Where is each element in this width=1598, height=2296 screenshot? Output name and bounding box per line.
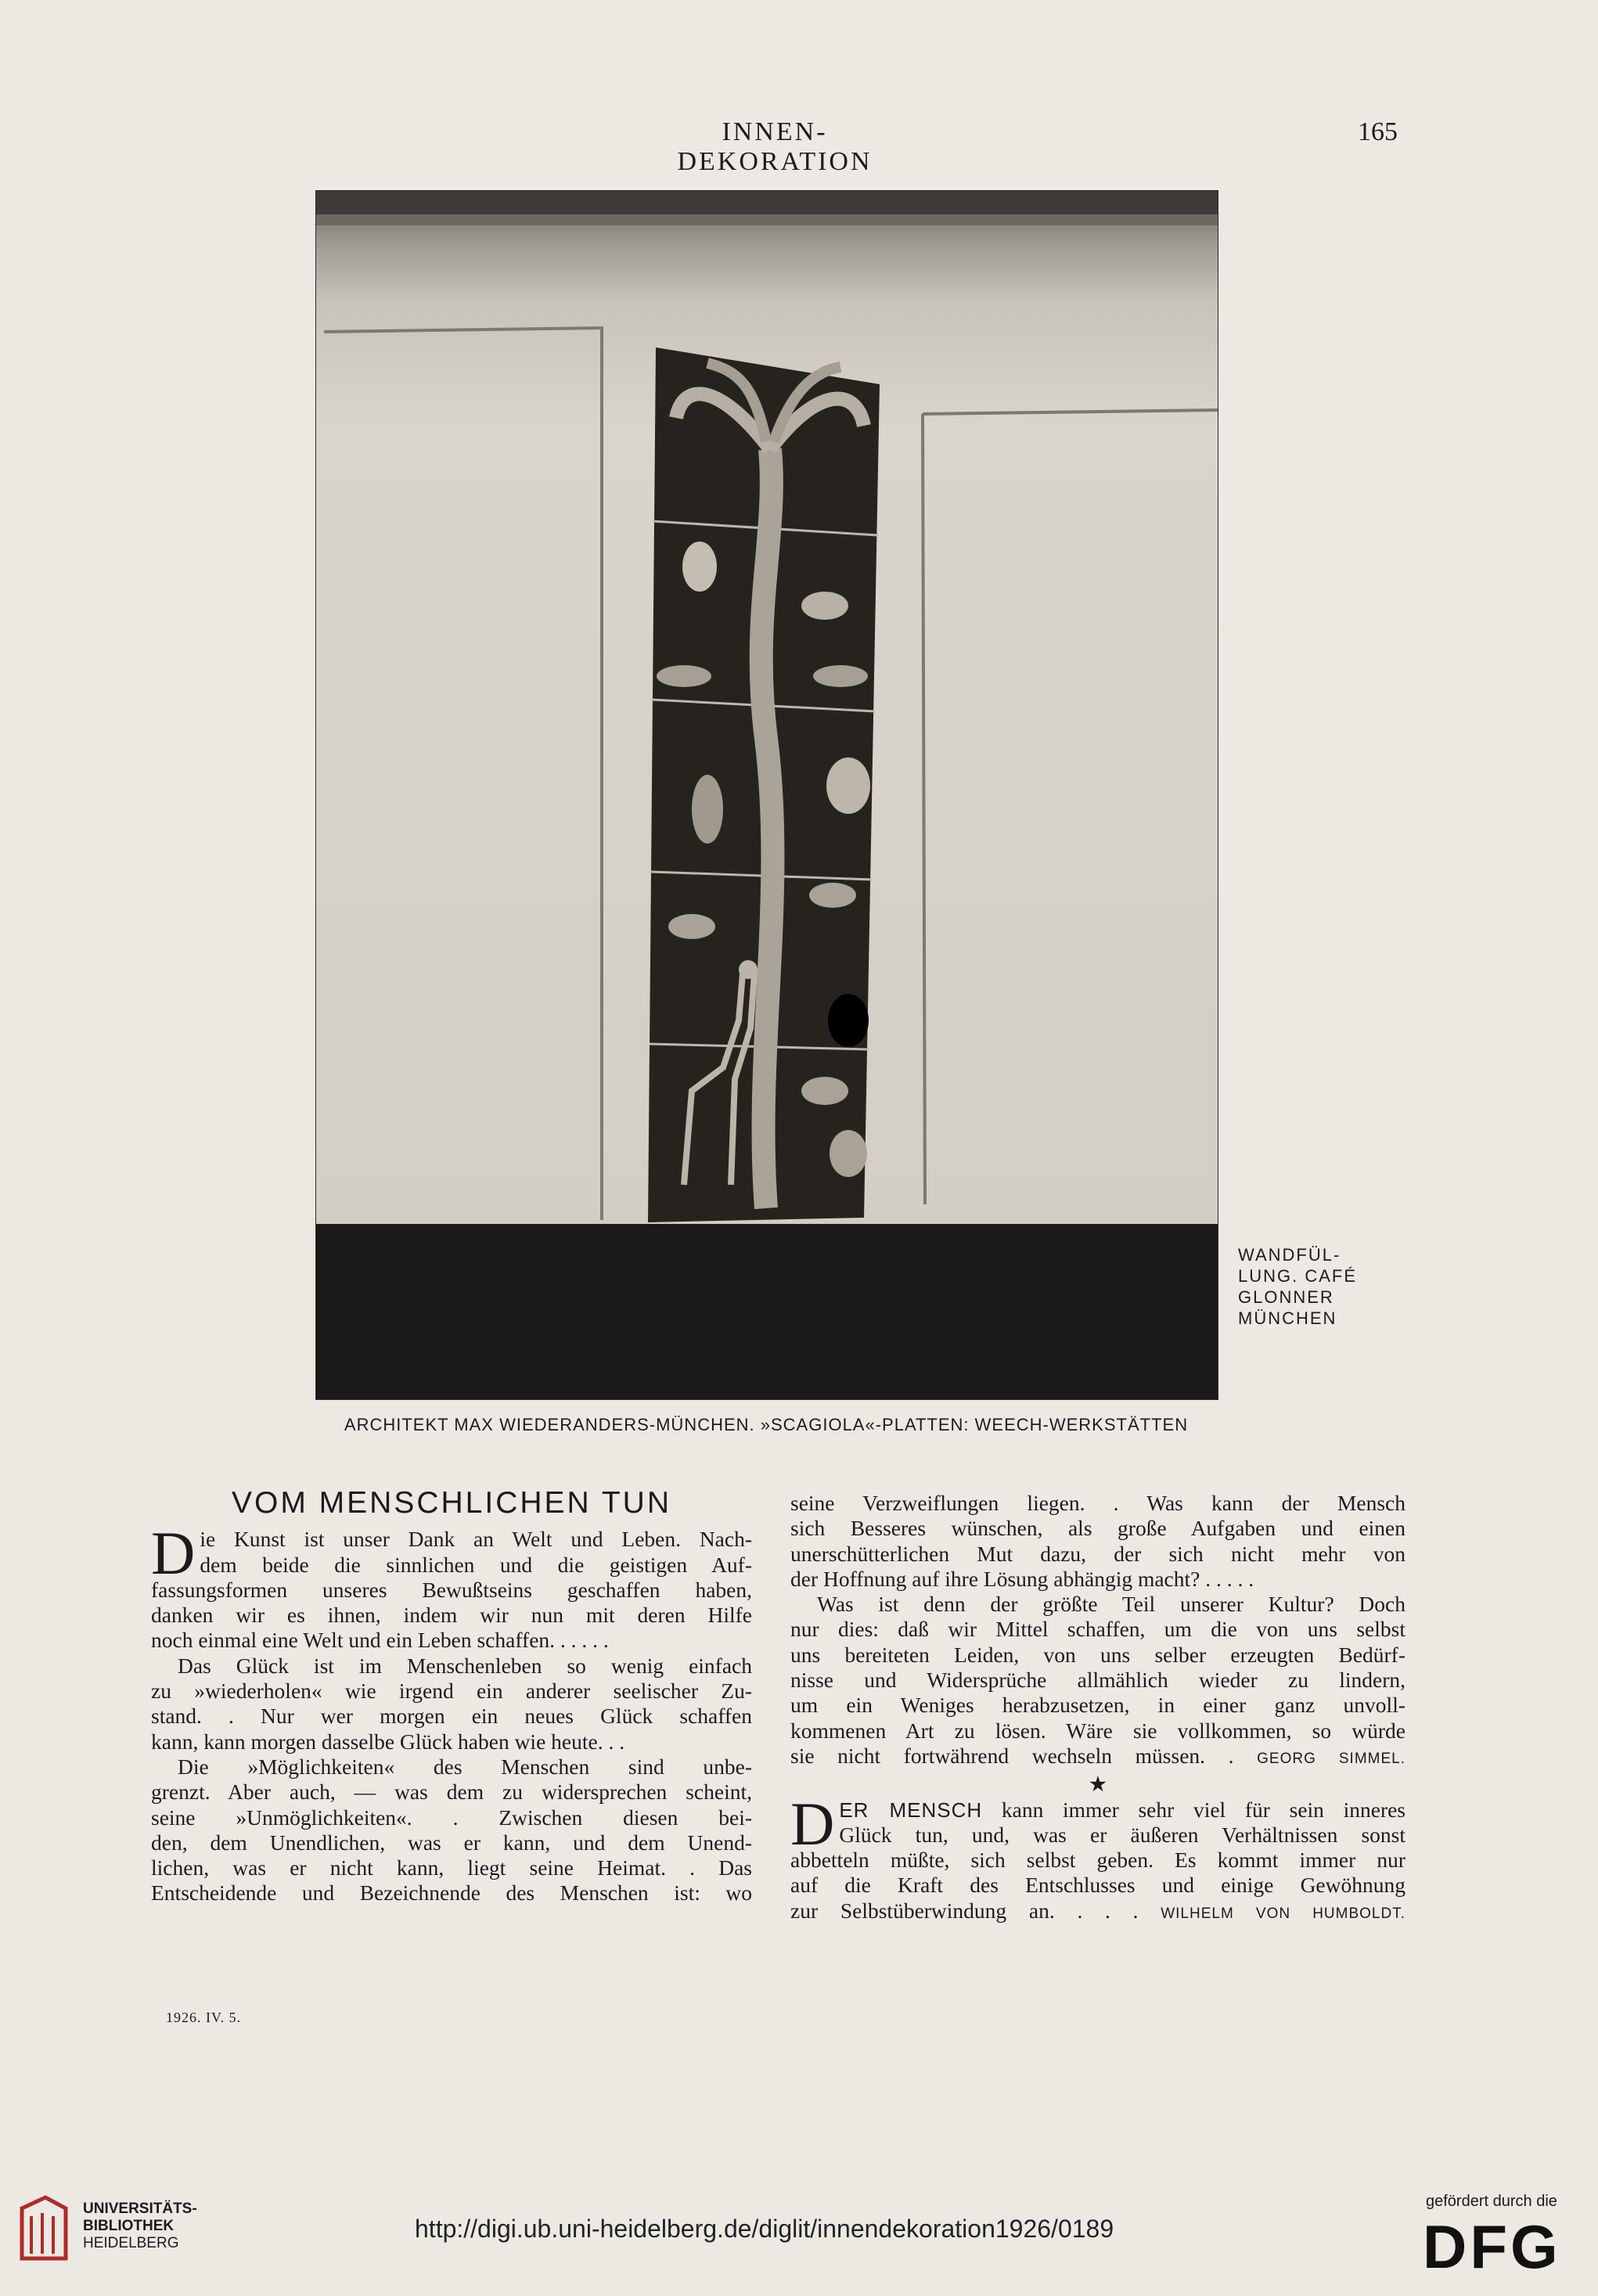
article-column-right	[790, 1491, 1405, 1927]
text-line: uns bereiteten Leiden, von uns selber erzeugten Bedürf-	[790, 1642, 1405, 1667]
library-logo-icon	[16, 2193, 70, 2263]
text-line-body: kann immer sehr viel für sein inneres	[1001, 1797, 1406, 1822]
text-line: sich Besseres wünschen, als große Aufgaben und einen	[790, 1516, 1405, 1541]
text-line: dem beide die sinnlichen und die geistigen Auf-	[200, 1552, 752, 1577]
dfg-logo: DFG	[1423, 2212, 1561, 2281]
text-line: kommenen Art zu lösen. Wäre sie vollkommen, so würde	[790, 1718, 1405, 1743]
drop-cap: D	[790, 1789, 835, 1858]
text-line-body: sie nicht fortwährend wechseln müssen. .	[790, 1743, 1234, 1768]
library-name	[83, 2201, 197, 2252]
folio-signature: 1926. IV. 5.	[166, 2010, 242, 2025]
text-line: unerschütterlichen Mut dazu, der sich nicht mehr von	[790, 1541, 1405, 1566]
page-header	[0, 117, 1598, 176]
funding-note: gefördert durch die	[1426, 2193, 1557, 2210]
running-title: INNEN-DEKORATION	[677, 117, 873, 176]
side-caption	[1238, 1244, 1358, 1329]
drop-cap: D	[151, 1519, 196, 1588]
text-line: stand. . Nur wer morgen ein neues Glück schaffen	[151, 1704, 752, 1729]
text-line: Das Glück ist im Menschenleben so wenig einfach	[178, 1653, 752, 1678]
article-title: VOM MENSCHLICHEN TUN	[232, 1486, 671, 1520]
text-line: nur dies: daß wir Mittel schaffen, um die von uns selbst	[790, 1617, 1405, 1642]
text-line: Glück tun, und, was er äußeren Verhältnissen sonst	[839, 1822, 1405, 1847]
page-number: 165	[1358, 117, 1398, 146]
text-line: noch einmal eine Welt und ein Leben schaffen. . . . . .	[151, 1628, 609, 1653]
photo-scene	[316, 191, 1218, 1399]
text-line	[790, 1744, 1405, 1772]
text-line: seine Verzweiflungen liegen. . Was kann der Mensch	[790, 1491, 1405, 1515]
section-separator: ★	[1088, 1772, 1108, 1797]
text-line: Entscheidende und Bezeichnende des Menschen ist: wo	[151, 1880, 752, 1906]
side-caption-line: LUNG. CAFÉ	[1238, 1266, 1358, 1286]
text-line: um ein Weniges herabzusetzen, in einer ganz unvoll-	[790, 1693, 1405, 1718]
text-line: Die »Möglichkeiten« des Menschen sind unbe-	[178, 1754, 752, 1779]
text-line: seine »Unmöglichkeiten«. . Zwischen diesen bei-	[151, 1805, 752, 1830]
text-line: danken wir es ihnen, indem wir nun mit deren Hilfe	[151, 1603, 752, 1628]
library-name-line: UNIVERSITÄTS-	[83, 2201, 197, 2217]
wall-panel-photograph	[315, 190, 1218, 1400]
text-line: Was ist denn der größte Teil unserer Kultur? Doch	[817, 1592, 1405, 1617]
author-attribution: WILHELM VON HUMBOLDT.	[1161, 1905, 1405, 1922]
library-name-line: BIBLIOTHEK	[83, 2218, 175, 2234]
text-line: kann, kann morgen dasselbe Glück haben wie heute. . .	[151, 1729, 625, 1754]
text-line-body: zur Selbstüberwindung an. . . .	[790, 1898, 1139, 1923]
text-line: grenzt. Aber auch, — was dem zu widersprechen scheint,	[151, 1780, 752, 1805]
text-line: lichen, was er nicht kann, liegt seine Heimat. . Das	[151, 1855, 752, 1880]
text-line: fassungsformen unseres Bewußtseins geschaffen haben,	[151, 1577, 752, 1602]
text-line: nisse und Widersprüche allmählich wieder zu lindern,	[790, 1668, 1405, 1693]
side-caption-line: MÜNCHEN	[1238, 1308, 1337, 1328]
side-caption-line: WANDFÜL-	[1238, 1245, 1341, 1265]
side-caption-line: GLONNER	[1238, 1287, 1334, 1307]
text-line: ie Kunst ist unser Dank an Welt und Leben. Nach-	[200, 1527, 752, 1552]
text-line: abbetteln müßte, sich selbst geben. Es kommt immer nur	[790, 1848, 1405, 1873]
text-line: auf die Kraft des Entschlusses und einige Gewöhnung	[790, 1873, 1405, 1898]
text-line: zu »wiederholen« wie irgend ein anderer seelischer Zu-	[151, 1679, 752, 1704]
text-line: den, dem Unendlichen, was er kann, und dem Unend-	[151, 1830, 752, 1855]
lead-in: ER MENSCH	[839, 1798, 983, 1822]
library-name-line: HEIDELBERG	[83, 2235, 179, 2251]
author-attribution: GEORG SIMMEL.	[1257, 1750, 1405, 1767]
text-line	[790, 1798, 1405, 1823]
text-line	[790, 1898, 1405, 1927]
digitization-footer	[0, 2168, 1598, 2296]
photo-credit: ARCHITEKT MAX WIEDERANDERS-MÜNCHEN. »SCAGIOLA«-PLATTEN: WEECH-WERKSTÄTTEN	[344, 1415, 1189, 1434]
source-url-link[interactable]: http://digi.ub.uni-heidelberg.de/diglit/innendekoration1926/0189	[415, 2215, 1114, 2243]
text-line: der Hoffnung auf ihre Lösung abhängig macht? . . . . .	[790, 1566, 1254, 1591]
article-column-left	[151, 1486, 752, 1906]
